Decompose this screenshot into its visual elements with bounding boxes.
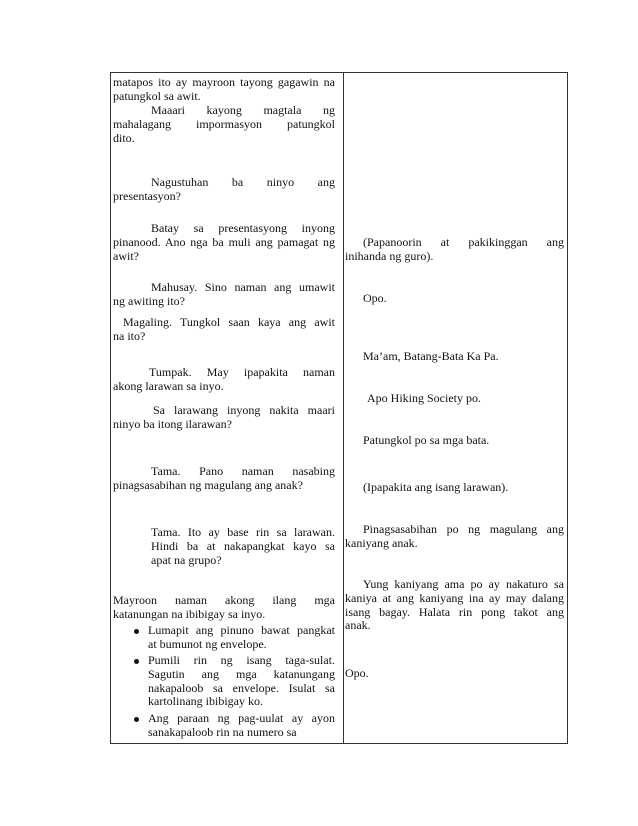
teacher-line: Ang paraan ng pag-uulat ay ayon: [148, 711, 335, 725]
teacher-line: Tama. Pano naman nasabing: [151, 464, 335, 478]
student-line: Opo.: [345, 666, 369, 680]
bullet-icon: [134, 659, 139, 664]
teacher-line: Sa larawang inyong nakita maari: [153, 403, 335, 417]
teacher-line: akong larawan sa inyo.: [113, 378, 224, 393]
teacher-line: sanakapaloob rin na numero sa: [148, 724, 297, 739]
teacher-line: katanungan na ibibigay sa inyo.: [113, 606, 266, 621]
teacher-line: pinagsasabihan ng magulang ang anak?: [113, 477, 303, 492]
teacher-line: mahalagang impormasyon patungkol: [113, 116, 335, 131]
teacher-line: Tumpak. May ipapakita naman: [149, 365, 335, 379]
student-line: (Papanoorin at pakikinggan ang: [363, 235, 564, 249]
teacher-line: Batay sa presentasyong inyong: [151, 221, 335, 235]
bullet-icon: [134, 717, 139, 722]
student-line: inihanda ng guro).: [345, 248, 434, 263]
student-line: Pinagsasabihan po ng magulang ang: [363, 522, 564, 536]
student-line: kaniyang anak.: [345, 535, 418, 550]
teacher-line: nakapaloob sa envelope. Isulat sa: [148, 680, 335, 695]
teacher-line: ng awiting ito?: [113, 293, 185, 308]
column-divider: [343, 73, 344, 743]
student-line: kaniya at ang kaniyang ina ay may dalang: [345, 590, 564, 605]
student-line: Patungkol po sa mga bata.: [363, 433, 490, 447]
teacher-line: dito.: [113, 130, 135, 145]
teacher-line: at bumunot ng envelope.: [148, 636, 267, 651]
student-line: Apo Hiking Society po.: [367, 391, 481, 405]
bullet-icon: [134, 629, 139, 634]
teacher-line: Mayroon naman akong ilang mga: [113, 593, 335, 607]
student-line: isang bagay. Halata rin pong takot ang: [345, 604, 564, 619]
teacher-line: Maaari kayong magtala ng: [151, 103, 335, 117]
student-line: Yung kaniyang ama po ay nakaturo sa: [363, 577, 564, 591]
teacher-line: Hindi ba at nakapangkat kayo sa: [151, 538, 335, 553]
teacher-line: ninyo ba itong ilarawan?: [113, 416, 232, 431]
teacher-line: na ito?: [113, 328, 146, 343]
teacher-line: pinanood. Ano nga ba muli ang pamagat ng: [113, 234, 335, 249]
teacher-line: Nagustuhan ba ninyo ang: [151, 175, 335, 189]
teacher-line: apat na grupo?: [151, 552, 222, 567]
student-line: Opo.: [363, 291, 387, 305]
teacher-line: awit?: [113, 248, 139, 263]
teacher-line: Magaling. Tungkol saan kaya ang awit: [123, 315, 335, 329]
student-line: anak.: [345, 618, 371, 633]
teacher-line: kartolinang ibibigay ko.: [148, 694, 263, 709]
teacher-line: Pumili rin ng isang taga-sulat.: [148, 653, 335, 667]
student-line: (Ipapakita ang isang larawan).: [363, 480, 509, 494]
student-line: Ma’am, Batang-Bata Ka Pa.: [363, 349, 499, 363]
teacher-line: Sagutin ang mga katanungang: [148, 666, 335, 681]
teacher-line: Lumapit ang pinuno bawat pangkat: [148, 623, 335, 637]
teacher-line: presentasyon?: [113, 188, 181, 203]
teacher-line: patungkol sa awit.: [113, 88, 201, 103]
teacher-line: Mahusay. Sino naman ang umawit: [151, 280, 335, 294]
teacher-line: Tama. Ito ay base rin sa larawan.: [151, 525, 335, 539]
teacher-line: matapos ito ay mayroon tayong gagawin na: [113, 75, 335, 89]
